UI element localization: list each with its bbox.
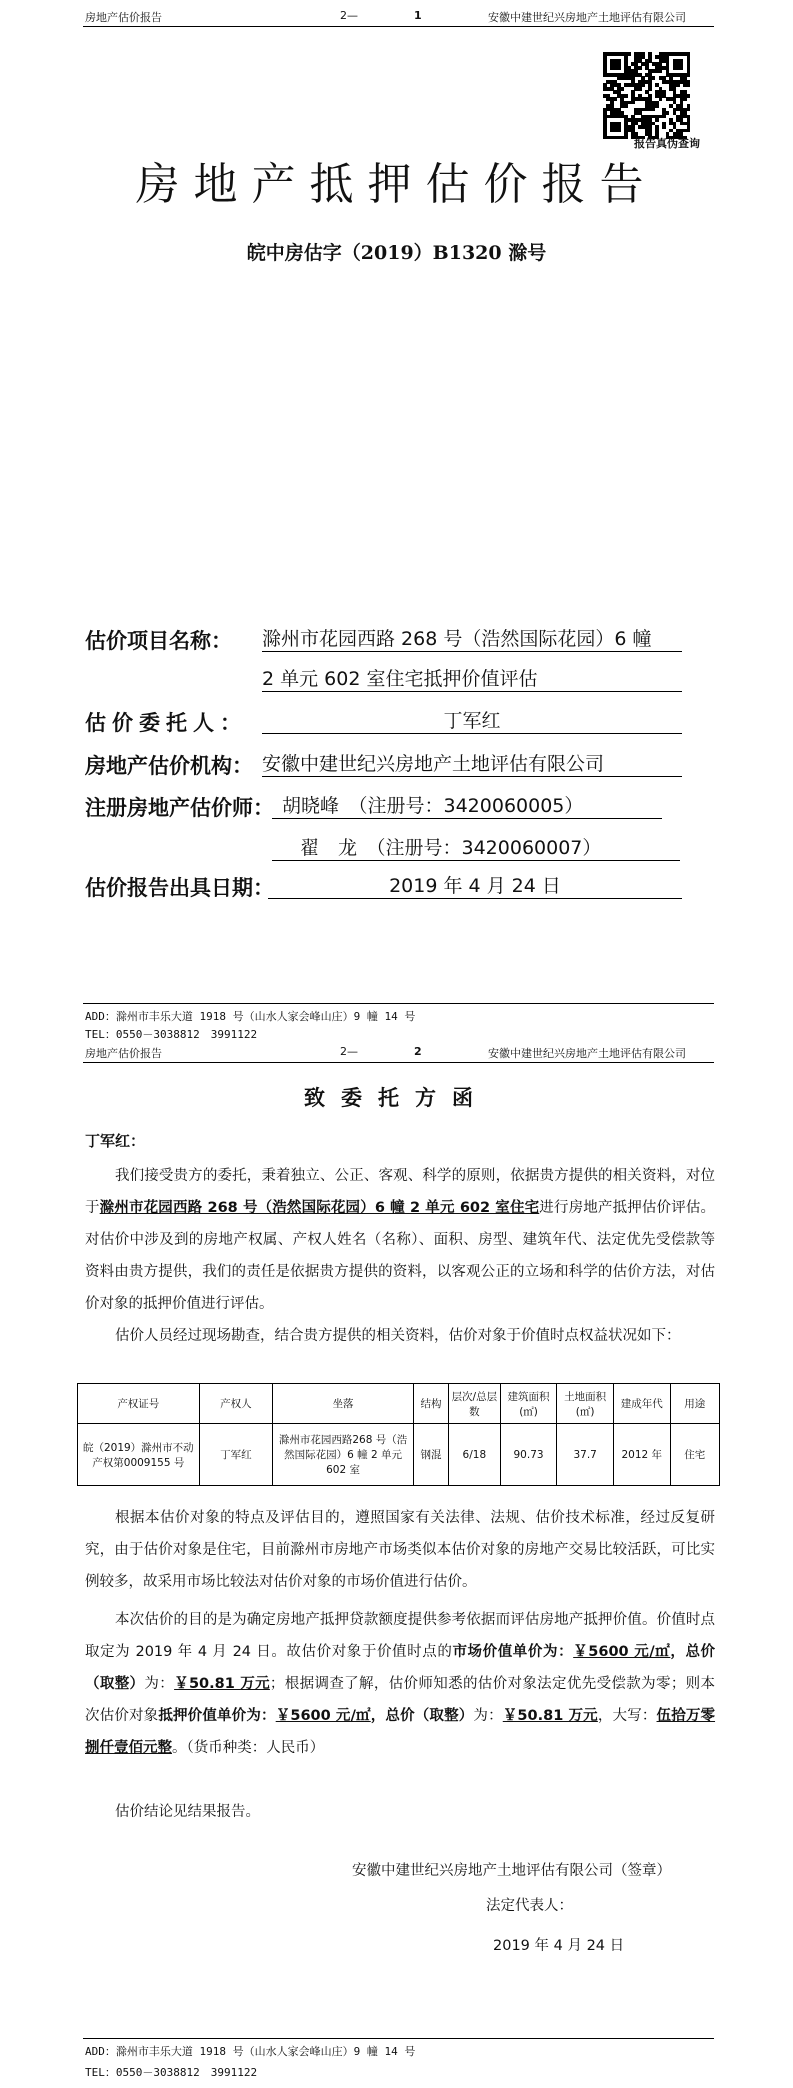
- property-table: [77, 1383, 720, 1486]
- agency-label: 房地产估价机构：: [85, 754, 253, 778]
- p4-market-total: ￥50.81 万元: [174, 1676, 270, 1692]
- qr-module: [687, 108, 691, 112]
- qr-module: [683, 97, 687, 101]
- table-cell: 皖（2019）滁州市不动产权第0009155 号: [78, 1424, 200, 1486]
- table-header: 建筑面积(㎡): [500, 1384, 557, 1424]
- header-rule: [83, 26, 714, 27]
- footer-address-2: ADD：滁州市丰乐大道 1918 号（山水人家会峰山庄）9 幢 14 号: [85, 2045, 416, 2058]
- p4-comma-1: ，: [670, 1644, 686, 1660]
- p4-total-label-2: 总价（取整）: [385, 1708, 474, 1724]
- table-cell: 90.73: [500, 1424, 557, 1486]
- header-page-prefix: 2—: [340, 9, 358, 22]
- qr-module: [617, 66, 621, 70]
- p4-market-unit-price: ￥5600 元/㎡: [573, 1644, 671, 1660]
- p4-is-1: 为：: [144, 1676, 175, 1692]
- p4-is-2: 为：: [473, 1708, 503, 1724]
- footer-tel: TEL：0550－3038812 3991122: [85, 1028, 258, 1041]
- qr-module: [687, 129, 691, 133]
- table-cell: 住宅: [670, 1424, 719, 1486]
- qr-module: [631, 101, 635, 105]
- qr-module: [659, 69, 663, 73]
- header-page-number-2: 2: [414, 1045, 422, 1058]
- table-cell: 2012 年: [613, 1424, 670, 1486]
- header-left: 房地产估价报告: [85, 11, 162, 24]
- p4-capital-label: ，大写：: [597, 1708, 657, 1724]
- qr-module: [638, 66, 642, 70]
- report-number: 皖中房估字（2019）B1320 滁号: [246, 242, 547, 264]
- qr-module: [687, 83, 691, 87]
- qr-module: [624, 136, 628, 140]
- report-title: 房地产抵押估价报告: [135, 159, 658, 210]
- paragraph-4: [85, 1604, 715, 1764]
- qr-module: [659, 97, 663, 101]
- p4-market-label: 市场价值单价为：: [452, 1644, 574, 1660]
- table-cell: 丁军红: [199, 1424, 272, 1486]
- table-header: 坐落: [273, 1384, 414, 1424]
- agency-value: 安徽中建世纪兴房地产土地评估有限公司: [262, 749, 682, 777]
- p1-text-c: 进行房地产抵押估价评估。对估价中涉及到的房地产权属、产权人姓名（名称）、面积、房型、建筑年代、法定优先受偿款等资料由贵方提供，我们的责任是依据贵方提供的资料，以客观公正的立场和科学的估价方法，对估价对象的抵押价值进行评估。: [85, 1200, 716, 1312]
- p4-comma-2: ，: [370, 1708, 386, 1724]
- header-page-prefix-2: 2—: [340, 1045, 358, 1058]
- appraiser-label: 注册房地产估价师：: [85, 796, 274, 820]
- signature-date: 2019 年 4 月 24 日: [493, 1938, 625, 1954]
- table-cell: 钢混: [414, 1424, 449, 1486]
- qr-module: [613, 97, 617, 101]
- table-cell: 滁州市花园西路268 号（浩然国际花园）6 幢 2 单元 602 室: [273, 1424, 414, 1486]
- table-header: 用途: [670, 1384, 719, 1424]
- letter-title: 致委托方函: [304, 1085, 489, 1110]
- signature-representative: 法定代表人：: [486, 1898, 573, 1914]
- table-row: [78, 1424, 720, 1486]
- header-right-2: 安徽中建世纪兴房地产土地评估有限公司: [488, 1047, 686, 1060]
- qr-label: 报告真伪查询: [634, 137, 700, 150]
- footer-tel-2: TEL：0550－3038812 3991122: [85, 2066, 258, 2079]
- signature-company: 安徽中建世纪兴房地产土地评估有限公司（签章）: [352, 1863, 671, 1879]
- qr-module: [652, 108, 656, 112]
- paragraph-3: 根据本估价对象的特点及评估目的，遵照国家有关法律、法规、估价技术标准，经过反复研究，由于估价对象是住宅，目前滁州市房地产市场类似本估价对象的房地产交易比较活跃，可比实例较多，故采用市场比较法对估价对象的市场价值进行估价。: [85, 1510, 715, 1590]
- paragraph-5: 估价结论见结果报告。: [115, 1804, 260, 1820]
- footer-rule: [83, 1003, 714, 1004]
- table-header: 产权人: [199, 1384, 272, 1424]
- table-cell: 6/18: [448, 1424, 500, 1486]
- qr-module: [617, 129, 621, 133]
- paragraph-2: 估价人员经过现场勘查，结合贵方提供的相关资料，估价对象于价值时点权益状况如下：: [115, 1328, 681, 1344]
- p4-mortgage-label: 抵押价值单价为：: [158, 1708, 276, 1724]
- qr-code[interactable]: [603, 52, 690, 139]
- qr-module: [662, 115, 666, 119]
- report-date-label: 估价报告出具日期：: [85, 876, 274, 900]
- qr-module: [648, 87, 652, 91]
- p4-text-a: 本次估价的目的是为确定房地产抵押贷款额度提供参考依据而评估房地产抵押价值。价值时点取定为 2019 年 4 月 24 日。故估价对象于价值时点的: [85, 1612, 715, 1660]
- p4-mortgage-total: ￥50.81 万元: [502, 1708, 598, 1724]
- client-value: 丁军红: [262, 706, 682, 734]
- project-name-line1: 滁州市花园西路 268 号（浩然国际花园）6 幢: [262, 624, 682, 652]
- qr-module: [627, 52, 631, 56]
- p1-text-a: 我们接受贵方的委托，秉着独立、公正、客观、科学的原则，依据贵方提供的相关资料，对位于: [85, 1168, 715, 1216]
- qr-module: [680, 66, 684, 70]
- qr-module: [655, 104, 659, 108]
- footer-rule-2: [83, 2038, 714, 2039]
- report-date-value: 2019 年 4 月 24 日: [268, 871, 682, 899]
- qr-module: [620, 87, 624, 91]
- qr-module: [652, 76, 656, 80]
- qr-module: [666, 111, 670, 115]
- appraiser-2: 翟 龙 （注册号：3420060007）: [272, 833, 680, 861]
- header-right: 安徽中建世纪兴房地产土地评估有限公司: [488, 11, 686, 24]
- table-header: 建成年代: [613, 1384, 670, 1424]
- header-left-2: 房地产估价报告: [85, 1047, 162, 1060]
- footer-address: ADD：滁州市丰乐大道 1918 号（山水人家会峰山庄）9 幢 14 号: [85, 1010, 416, 1023]
- table-header: 产权证号: [78, 1384, 200, 1424]
- client-label: 估价委托人：: [85, 711, 247, 735]
- table-header: 结构: [414, 1384, 449, 1424]
- project-name-line2: 2 单元 602 室住宅抵押价值评估: [262, 664, 682, 692]
- qr-module: [662, 125, 666, 129]
- qr-module: [655, 118, 659, 122]
- qr-module: [687, 94, 691, 98]
- p4-currency-note: 。（货币种类：人民币）: [172, 1740, 325, 1756]
- table-header: 层次/总层数: [448, 1384, 500, 1424]
- project-name-label: 估价项目名称：: [85, 629, 232, 653]
- qr-module: [638, 87, 642, 91]
- p1-address: 滁州市花园西路 268 号（浩然国际花园）6 幢 2 单元 602 室住宅: [99, 1200, 540, 1216]
- appraiser-1: 胡晓峰 （注册号：3420060005）: [272, 791, 662, 819]
- qr-module: [624, 104, 628, 108]
- qr-module: [676, 83, 680, 87]
- table-header: 土地面积(㎡): [557, 1384, 614, 1424]
- p4-mortgage-unit-price: ￥5600 元/㎡: [275, 1708, 371, 1724]
- qr-module: [624, 94, 628, 98]
- table-cell: 37.7: [557, 1424, 614, 1486]
- p4-capital-amount: 伍拾万零捌仟壹佰元整: [85, 1708, 716, 1756]
- paragraph-1: [85, 1160, 715, 1320]
- salutation: 丁军红：: [85, 1132, 146, 1150]
- header-rule-2: [83, 1062, 714, 1063]
- qr-module: [641, 83, 645, 87]
- p4-total-label-1: 总价（取整）: [85, 1644, 716, 1692]
- header-page-number: 1: [414, 9, 422, 22]
- p4-text-h: ；根据调查了解，估价师知悉的估价对象法定优先受偿款为零；则本次估价对象: [85, 1676, 716, 1724]
- table-header-row: [78, 1384, 720, 1424]
- qr-module: [687, 73, 691, 77]
